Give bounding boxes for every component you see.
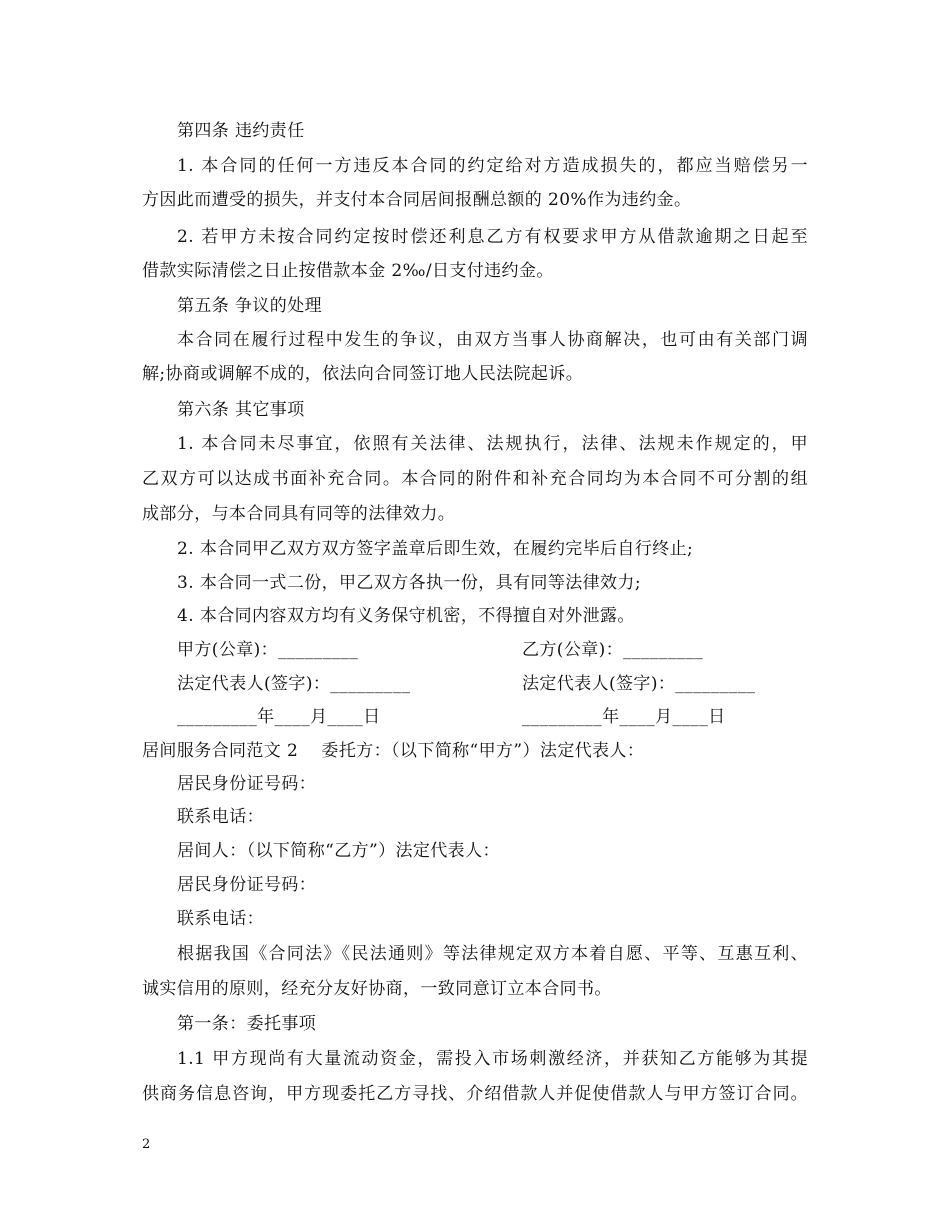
broker-field: 居间人：（以下简称“乙方”）法定代表人：: [177, 841, 500, 861]
page-number: 2: [142, 1137, 151, 1152]
broker-phone-field: 联系电话：: [177, 909, 264, 929]
party-b-representative-field: 法定代表人(签字)：_________: [522, 674, 756, 694]
party-a-seal-field: 甲方(公章)：_________: [177, 640, 359, 660]
paragraph-line: 4. 本合同内容双方均有义务保守机密，不得擅自对外泄露。: [177, 606, 635, 626]
paragraph-line: 2. 本合同甲乙双方双方签字盖章后即生效，在履约完毕后自行终止;: [177, 539, 694, 559]
client-phone-field: 联系电话：: [177, 807, 264, 827]
article-4-heading: 第四条 违约责任: [177, 121, 305, 141]
paragraph-line: 1. 本合同的任何一方违反本合同的约定给对方造成损失的，都应当赔偿另一: [177, 156, 808, 176]
paragraph-line: 1. 本合同未尽事宜，依照有关法律、法规执行，法律、法规未作规定的，甲: [177, 434, 808, 454]
party-b-seal-field: 乙方(公章)：_________: [522, 640, 704, 660]
paragraph-line: 3. 本合同一式二份，甲乙双方各执一份，具有同等法律效力;: [177, 573, 641, 593]
paragraph-line: 根据我国《合同法》《民法通则》等法律规定双方本着自愿、平等、互惠互利、: [177, 944, 808, 964]
article-1-heading: 第一条：委托事项: [177, 1014, 317, 1034]
paragraph-line: 2. 若甲方未按合同约定按时偿还利息乙方有权要求甲方从借款逾期之日起至: [177, 227, 808, 247]
party-b-date-field: _________年____月____日: [522, 707, 726, 727]
paragraph-line: 乙双方可以达成书面补充合同。本合同的附件和补充合同均为本合同不可分割的组: [142, 469, 808, 489]
paragraph-line: 成部分，与本合同具有同等的法律效力。: [142, 504, 456, 524]
party-a-date-field: _________年____月____日: [177, 707, 381, 727]
article-6-heading: 第六条 其它事项: [177, 400, 305, 420]
paragraph-line: 本合同在履行过程中发生的争议，由双方当事人协商解决，也可由有关部门调: [177, 330, 808, 350]
party-a-representative-field: 法定代表人(签字)：_________: [177, 674, 411, 694]
paragraph-line: 方因此而遭受的损失，并支付本合同居间报酬总额的 20%作为违约金。: [142, 190, 692, 210]
client-id-number-field: 居民身份证号码：: [177, 774, 317, 794]
paragraph-line: 借款实际清偿之日止按借款本金 2‰/日支付违约金。: [142, 261, 554, 281]
sample-2-heading: 居间服务合同范文 2 委托方：（以下简称“甲方”）法定代表人：: [142, 741, 645, 761]
article-5-heading: 第五条 争议的处理: [177, 296, 323, 316]
paragraph-line: 解;协商或调解不成的，依法向合同签订地人民法院起诉。: [142, 364, 584, 384]
paragraph-line: 供商务信息咨询，甲方现委托乙方寻找、介绍借款人并促使借款人与甲方签订合同。: [142, 1084, 808, 1104]
broker-id-number-field: 居民身份证号码：: [177, 875, 317, 895]
paragraph-line: 诚实信用的原则，经充分友好协商，一致同意订立本合同书。: [142, 979, 612, 999]
paragraph-line: 1.1 甲方现尚有大量流动资金，需投入市场刺激经济，并获知乙方能够为其提: [177, 1049, 808, 1069]
